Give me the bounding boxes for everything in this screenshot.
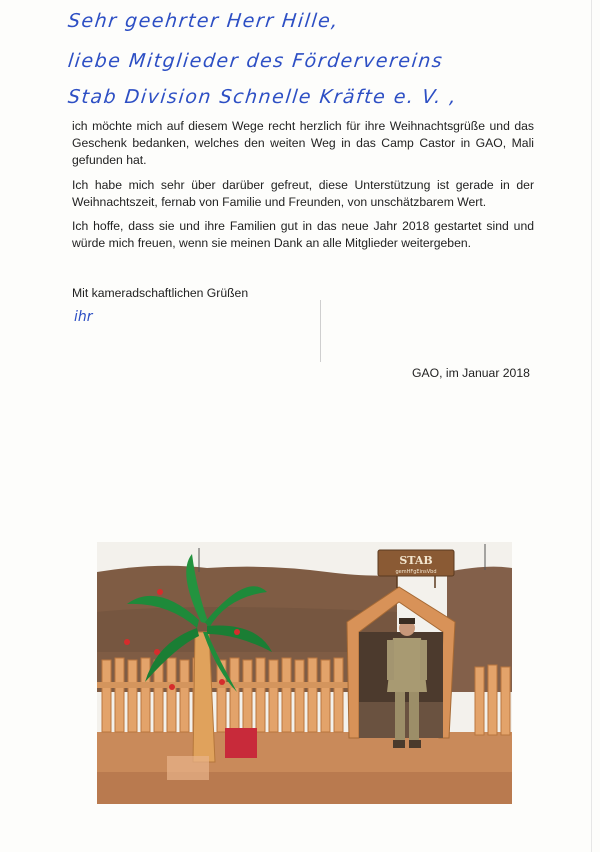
salutation-line-2: liebe Mitglieder des Fördervereins bbox=[66, 50, 445, 72]
camp-photo bbox=[97, 542, 512, 804]
photo-sign-subtitle: gemHFgEinsVbd bbox=[395, 569, 437, 575]
salutation-line-3: Stab Division Schnelle Kräfte e. V. , bbox=[66, 86, 459, 108]
photo-sign-title: STAB bbox=[399, 554, 433, 567]
camp-photo-image bbox=[97, 542, 512, 804]
signature: ihr bbox=[74, 309, 93, 325]
fold-line bbox=[320, 300, 321, 362]
salutation-line-1: Sehr geehrter Herr Hille, bbox=[66, 10, 341, 32]
scan-edge bbox=[591, 0, 592, 852]
place-date: GAO, im Januar 2018 bbox=[412, 366, 530, 380]
body-paragraph-3: Ich hoffe, dass sie und ihre Familien gut in das neue Jahr 2018 gestartet sind und würde mich freuen, wenn sie meinen Dank an alle Mitglieder weitergeben. bbox=[72, 219, 534, 250]
body-paragraph-1: ich möchte mich auf diesem Wege recht herzlich für ihre Weihnachtsgrüße und das Geschenk bedanken, welches den weiten Weg in das Camp Castor in GAO, Mali gefunden hat. bbox=[72, 119, 534, 167]
body-paragraph-2: Ich habe mich sehr über darüber gefreut, diese Unterstützung ist gerade in der Weihnachtszeit, fernab von Familie und Freunden, von unschätzbarem Wert. bbox=[72, 178, 534, 209]
closing-line: Mit kameradschaftlichen Grüßen bbox=[72, 286, 249, 300]
